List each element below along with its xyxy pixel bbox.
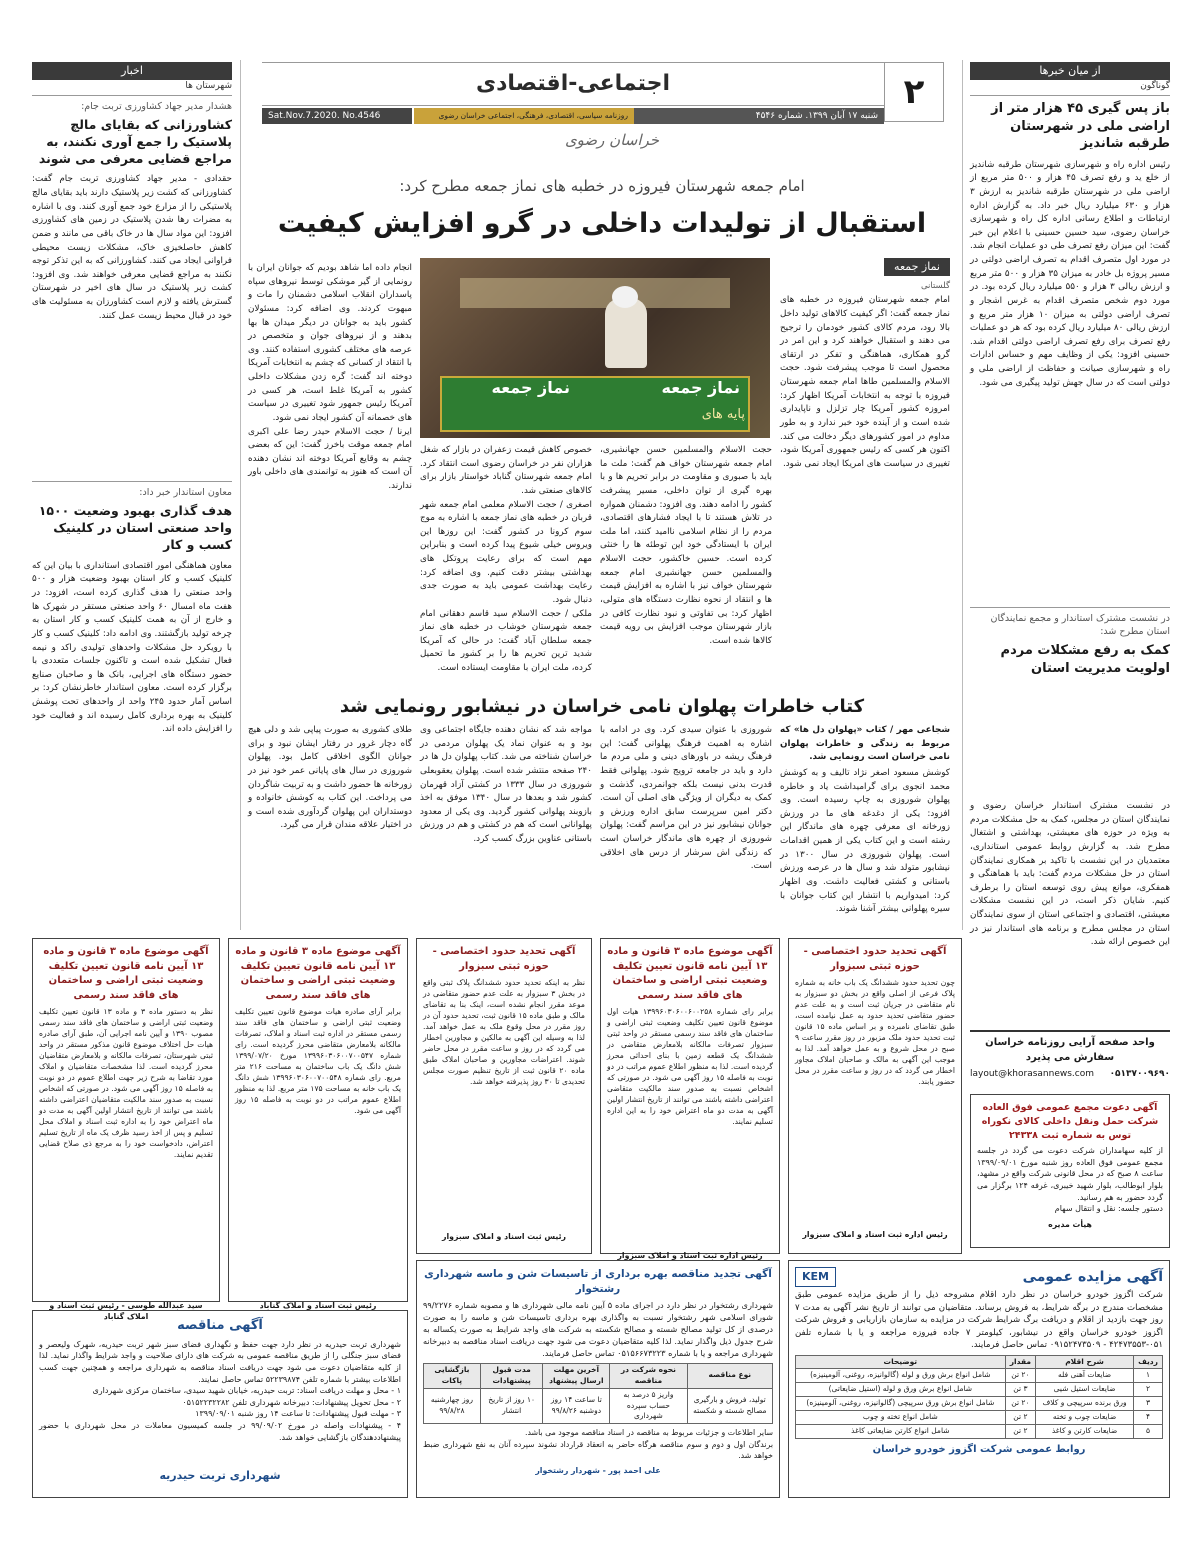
lead-column-2 bbox=[600, 444, 772, 686]
table-cell: ۱ bbox=[1134, 1369, 1163, 1383]
table-header: شرح اقلام bbox=[1036, 1355, 1134, 1369]
lead-column-3 bbox=[420, 444, 592, 686]
kem-auction-title: آگهی مزایده عمومی bbox=[1022, 1269, 1163, 1285]
table-row bbox=[796, 1411, 1163, 1425]
left-news-column bbox=[32, 62, 232, 922]
registry-ad-sign: رئیس اداره ثبت اسناد و املاک سبزوار bbox=[802, 1230, 948, 1239]
kem-logo: KEM bbox=[795, 1267, 836, 1287]
table-cell: ۲۰ تن bbox=[1005, 1369, 1035, 1383]
right-story1-body: رئیس اداره راه و شهرسازی شهرستان طرقبه شاندیز از خلع ید و رفع تصرف ۴۵ هزار و ۵۰۰ متر مربع از اراضی ملی در شهرستان طرقبه شاندیز به ارزش ۳ هزار و ۶۳۰ میلیارد ریال خبر داد. به گزارش اداره ارتباطات و اطلاع رسانی اداره کل راه و شهرسازی خراسان رضوی، سید حسین حسینی با اعلام این خبر گفت: این میزان رفع تصرف طی دو عملیات انجام شد. در مورد اول متصرف اقدام به تصرف اراضی دولتی در مسیر پروژه بل خادر به میزان ۳۵ هزار و ۵۰۰ متر مربع و ارزش ریالی ۳ هزار و ۵۵۰ میلیارد ریال کرده بود. در مورد دوم شخص متصرف اقدام به غرس اشجار و تصرف اراضی دولتی به میزان ۱۰ هزار متر مربع و ارزش ریالی ۸۰ میلیارد ریال کرده بود که هر دو عملیات رفع تصرف برای رفع تصرف اراضی دولتی اقدام شد. حسینی افزود: یکی از وظایف مهم و حساس ادارات راه و شهرسازی صیانت و حفاظت از اراضی ملی و دولتی است که در سال جهش تولید پیگیری می شود. bbox=[970, 159, 1170, 388]
left-section-tag: اخبار bbox=[32, 62, 232, 80]
table-header: نحوه شرکت در مناقصه bbox=[610, 1363, 687, 1388]
table-cell: ضایعات آهنی فله bbox=[1036, 1369, 1134, 1383]
table-cell: شامل انواع برش ورق سرپیچی (گالوانیزه، روغنی، آلومینیزه) bbox=[796, 1397, 1006, 1411]
registry-ad-title: آگهی موضوع ماده ۳ قانون و ماده ۱۳ آیین نامه قانون تعیین تکلیف وضعیت ثبتی اراضی و ساختمان های فاقد سند رسمی bbox=[235, 946, 401, 1001]
lead-body-2: حجت الاسلام والمسلمین حسن جهانشیری، امام جمعه شهرستان خواف هم گفت: ملت ما باید با صبوری و مقاومت در برابر تحریم ها و با بهره گیری از توان داخلی، مسیر پیشرفت کشور را ادامه دهند. وی افزود: دشمنان همواره در تلاش هستند تا با ایجاد فشارهای اقتصادی، مردم را از نظام اسلامی ناامید کنند، اما ملت ایران با ایستادگی خود این توطئه ها را خنثی کرده است. حسین خاکشور، حجت الاسلام والمسلمین حسن جهانشیری امام جمعه شهرستان خواف نیز با اشاره به افزایش قیمت ها و انتقاد از نحوه نظارت دستگاه های متولی، اظهار کرد: بی تفاوتی و نبود نظارت کافی در بازار شهرستان موجب افزایش بی رویه قیمت کالاها شده است. bbox=[600, 445, 772, 646]
right-section-tag: از میان خبرها bbox=[970, 62, 1170, 80]
registry-ad-title: آگهی تحدید حدود اختصاصی - حوزه ثبتی سبزوار bbox=[432, 946, 576, 972]
roshtkhar-tender-title: آگهی تجدید مناقصه بهره برداری از تاسیسات شن و ماسه شهرداری رشتخوار bbox=[424, 1268, 772, 1296]
registry-ad-3 bbox=[416, 938, 592, 1254]
table-header: مقدار bbox=[1005, 1355, 1035, 1369]
section-tag: نماز جمعه bbox=[884, 258, 950, 276]
registry-ad-sign: سید عبدالله طوسی - رئیس ثبت اسناد و املاک گناباد bbox=[49, 1301, 203, 1322]
page-number: ۲ bbox=[884, 62, 944, 122]
registry-ad-sign: رئیس ثبت اسناد و املاک سبزوار bbox=[442, 1232, 566, 1241]
table-cell: ۲۰ تن bbox=[1005, 1397, 1035, 1411]
layout-service-ad bbox=[970, 1030, 1170, 1088]
table-cell: تا ساعت ۱۴ روز دوشنبه ۹۹/۸/۲۶ bbox=[543, 1388, 610, 1424]
torbat-tender-body: شهرداری تربت حیدریه در نظر دارد جهت حفظ و نگهداری فضای سبز شهر تربت حیدریه، شهرک ولیعصر و فضای سبز جنگلی را از طریق مناقصه عمومی به شرکت های دارای صلاحیت و واجد شرایط واگذار نماید. لذا از کلیه متقاضیان دعوت می شود جهت دریافت اسناد مناقصه به شهرداری مراجعه و همچنین جهت کسب اطلاعات بیشتر با شماره تلفن ۵۲۲۳۹۸۷۴ تماس حاصل نمایند. ۱ - محل و مهلت دریافت اسناد: تربت حیدریه، خیابان شهید سیدی، ساختمان مرکزی شهرداری ۲ - محل تحویل پیشنهادات: دبیرخانه شهرداری تلفن ۰۵۱۵۲۲۳۲۲۸۲ ۳ - مهلت قبول پیشنهادات: تا ساعت ۱۴ روز شنبه ۱۳۹۹/۰۹/۰۱ ۴ - پیشنهادات واصله در مورخ ۹۹/۰۹/۰۲ در جلسه کمیسیون معاملات در محل شهرداری با حضور پیشنهاددهندگان بازگشایی خواهد شد. bbox=[39, 1339, 401, 1442]
lead-story-header bbox=[252, 176, 952, 243]
table-row bbox=[796, 1383, 1163, 1397]
torbat-tender-title: آگهی مناقصه bbox=[177, 1318, 263, 1333]
torbat-tender-sign: شهرداری تربت حیدریه bbox=[159, 1468, 281, 1482]
book-body-1: کوشش مسعود اصغر نژاد تالیف و به کوشش محمد انجوی برای گرامیداشت یاد و خاطره پهلوان شوروزی به چاپ رسیده است. وی افزود: یکی از دغدغه های ما در ورزش زورخانه ای معرفی چهره های ماندگار این رشته است و این کتاب یکی از همین اقدامات است. پهلوان شوروزی در سال ۱۳۰۰ در نیشابور متولد شد و سال ها در عرصه ورزش باستانی و کشتی فعالیت داشت. وی اظهار کرد: امیدواریم با انتشار این کتاب جوانان با سیره پهلوانی بیشتر آشنا شوند. bbox=[780, 767, 950, 915]
book-body-4: طلای کشوری به صورت پیاپی شد و دلی هیچ گاه دچار غرور در رفتار ایشان نبود و برای جوانان الگوی اخلاقی کامل بود. پهلوان شوروزی در سال های پایانی عمر خود نیز در زورخانه ها حضور داشت و به تربیت شاگردان می پرداخت. این کتاب به کوشش خانواده و دوستداران این پهلوان گردآوری شده است و در اختیار علاقه مندان قرار می گیرد. bbox=[248, 725, 412, 831]
table-cell: ۲ تن bbox=[1005, 1411, 1035, 1425]
table-row bbox=[796, 1369, 1163, 1383]
right-story1-headline: باز پس گیری ۴۵ هزار متر از اراضی ملی در شهرستان طرقبه شاندیز bbox=[991, 100, 1170, 152]
registry-ad-body: چون تحدید حدود ششدانگ یک باب خانه به شماره پلاک فرعی از اصلی واقع در بخش دو سبزوار به نام متقاضی در جریان ثبت است و به علت عدم حضور متقاضی تحدید حدود به عمل نیامده است، طبق تقاضای نامبرده و بر اساس ماده ۱۵ قانون ثبت تحدید حدود ملک مزبور در روز مقرر ساعت ۹ صبح در محل شروع و به عمل خواهد آمد. لذا به موجب این آگهی به مالک و صاحبان املاک مجاور اخطار می گردد که در روز و ساعت مقرر در محل حضور یابند. bbox=[795, 978, 955, 1086]
torbat-tender-ad bbox=[32, 1310, 408, 1498]
left-story1-kicker: هشدار مدیر جهاد کشاورزی تربت جام: bbox=[81, 100, 232, 112]
kem-auction-table bbox=[795, 1355, 1163, 1439]
table-cell: شامل انواع کارتن ضایعاتی کاغذ bbox=[796, 1424, 1006, 1438]
left-story2-kicker: معاون استاندار خبر داد: bbox=[139, 487, 232, 499]
registry-ad-1 bbox=[32, 938, 220, 1322]
column-rule bbox=[240, 60, 241, 930]
left-story2-headline: هدف گذاری بهبود وضعیت ۱۵۰۰ واحد صنعتی استان در کلینیک کسب و کار bbox=[38, 503, 232, 552]
left-story1-headline: کشاورزانی که بقایای مالچ پلاستیک را جمع آوری نکنند، به مراجع قضایی معرفی می شوند bbox=[38, 116, 232, 166]
table-cell: ۲ bbox=[1134, 1383, 1163, 1397]
registry-ad-title: آگهی تحدید حدود اختصاصی - حوزه ثبتی سبزوار bbox=[803, 946, 947, 972]
issue-date: شنبه ۱۷ آبان ۱۳۹۹. شماره ۴۵۴۶ bbox=[634, 108, 884, 124]
registry-ad-body: برابر رای شماره ۱۳۹۹۶۰۳۰۶۰۰۶۰۰۲۵۸ هیات اول موضوع قانون تعیین تکلیف وضعیت ثبتی اراضی و ساختمان های فاقد سند رسمی مستقر در واحد ثبتی سبزوار تصرفات مالکانه بلامعارض متقاضی در ششدانگ یک قطعه زمین با بنای احداثی محرز گردیده است. لذا به منظور اطلاع عموم مراتب در دو نوبت به فاصله ۱۵ روز آگهی می شود. در صورتی که اشخاص نسبت به صدور سند مالکیت متقاضی اعتراضی داشته باشند می توانند از تاریخ انتشار اولین آگهی به مدت دو ماه اعتراض خود را به این اداره تسلیم نمایند. bbox=[607, 1007, 773, 1126]
roshtkhar-tender-notes: سایر اطلاعات و جزئیات مربوط به مناقصه در اسناد مناقصه موجود می باشد. برندگان اول و دوم و سوم مناقصه هرگاه حاضر به انعقاد قرارداد نشوند سپرده آنان به نفع شهرداری ضبط خواهد شد. bbox=[423, 1428, 773, 1460]
right-subtag: گوناگون bbox=[970, 80, 1170, 96]
layout-service-email[interactable]: layout@khorasannews.com bbox=[970, 1069, 1095, 1079]
registry-ad-sign: رئیس ثبت اسناد و املاک گناباد bbox=[259, 1301, 377, 1310]
roshtkhar-tender-table bbox=[423, 1363, 773, 1424]
left-story1-body: حقدادی - مدیر جهاد کشاورزی تربت جام گفت: کشاورزانی که کشت زیر پلاستیک دارند باید بقایای مالچ پلاستیکی را از مزارع خود جمع آوری کنند. وی با اشاره به مضرات رها شدن پلاستیک در زمین های کشاورزی افزود: این مواد سال ها در خاک باقی می مانند و ضمن کاهش حاصلخیزی خاک، مشکلات زیست محیطی فراوانی ایجاد می کنند. کشاورزانی که به این تذکر توجه نکنند به مراجع قضایی معرفی خواهند شد. وی افزود: کشت زیر پلاستیک در سال های اخیر در شهرستان گسترش یافته و لازم است کشاورزان به مسئولیت های خود در قبال محیط زیست عمل کنند. bbox=[32, 174, 232, 321]
right-story2-body: در نشست مشترک استاندار خراسان رضوی و نمایندگان استان در مجلس، کمک به حل مشکلات مردم به ویژه در حوزه های معیشتی، بهداشتی و اشتغال مطرح شد. به گزارش روابط عمومی استانداری، معتمدیان در این نشست با تاکید بر همکاری نمایندگان استان در حل مشکلات مردم گفت: باید با هماهنگی و همفکری، موانع پیش روی توسعه استان را برطرف کنیم. شایان ذکر است، در این نشست مشکلات معیشتی، اقتصادی و اجتماعی استان از سوی نمایندگان استان در مجلس مطرح و برنامه های استاندار نیز در این خصوص ارائه شد. bbox=[970, 801, 1170, 948]
issue-date-en: Sat.Nov.7.2020. No.4546 bbox=[262, 108, 412, 124]
layout-service-phone: ۰۵۱۳۷۰۰۹۶۹۰ bbox=[1109, 1069, 1170, 1079]
table-cell: روز چهارشنبه ۹۹/۸/۲۸ bbox=[424, 1388, 481, 1424]
table-cell: واریز ۵ درصد به حساب سپرده شهرداری bbox=[610, 1388, 687, 1424]
registry-ad-2 bbox=[228, 938, 408, 1310]
right-story2-kicker: در نشست مشترک استاندار و مجمع نمایندگان استان مطرح شد: bbox=[990, 612, 1170, 638]
table-cell: شامل انواع برش ورق و لوله (استیل ضایعاتی) bbox=[796, 1383, 1006, 1397]
left-subtag: شهرستان ها bbox=[32, 80, 232, 96]
newspaper-logo: خراسان رضوی bbox=[564, 131, 660, 149]
table-cell: ۵ bbox=[1134, 1424, 1163, 1438]
table-cell: ورق برنده سرپیچی و کلاف bbox=[1036, 1397, 1134, 1411]
registry-ad-sign: رئیس اداره ثبت اسناد و املاک سبزوار bbox=[617, 1251, 763, 1260]
table-row bbox=[796, 1424, 1163, 1438]
lead-body-3: خصوص کاهش قیمت زعفران در بازار که شغل هزاران نفر در خراسان رضوی است انتقاد کرد. امام جمعه شهرستان گناباد خواستار بازار برای کالاهای صنعتی شد. اصغری / حجت الاسلام معلمی امام جمعه شهر قربان در خطبه های نماز جمعه با اشاره به موج سوم کرونا در کشور گفت: این روزها این ویروس خیلی شیوع پیدا کرده است و بنابراین مهم است که برای رعایت پروتکل های بهداشتی بیشتر دقت کنیم. وی اضافه کرد: رعایت بهداشت عمومی باید به صورت جدی دنبال شود. ملکی / حجت الاسلام سید قاسم دهقانی امام جمعه شهرستان خوشاب در خطبه های نماز جمعه سلطان آباد گفت: در حالی که آمریکا شدید ترین تحریم ها را بر کشور ما تحمیل کرده، ملت ایران با مقاومت ایستاده است. bbox=[420, 445, 592, 673]
photo-banner-1: نماز جمعه bbox=[491, 378, 570, 397]
meeting-sign: هیأت مدیره bbox=[1048, 1219, 1092, 1229]
kem-auction-intro: شرکت اگزوز خودرو خراسان در نظر دارد اقلام مشروحه ذیل را از طریق مزایده عمومی طبق مشخصات مندرج در برگه شرایط، به فروش برساند. متقاضیان می توانند از تاریخ نشر آگهی به مدت ۷ روز جهت بازدید از اقلام و دریافت برگ شرایط شرکت در مزایده به سازمان بازاریابی و فروش شرکت اگزوز خودرو خراسان واقع در نیشابور، کیلومتر ۷ جاده فیروزه مراجعه و یا با شماره تلفن ۰۵۱-۴۲۴۷۳۵۵۳ - ۰۹۱۵۲۴۷۳۵۰۹ تماس حاصل فرمایند. bbox=[795, 1290, 1163, 1351]
speaker-figure bbox=[605, 298, 647, 368]
table-cell: شامل انواع تخته و چوب bbox=[796, 1411, 1006, 1425]
lead-column-4 bbox=[248, 262, 412, 686]
book-byline: شجاعی مهر / کتاب «پهلوان دل ها» که مربوط به زندگی و خاطرات پهلوان نامی خراسان است رونمایی شد. bbox=[780, 725, 950, 763]
lead-body-4: انجام داده اما شاهد بودیم که جوانان ایران با رونمایی از گیر موشکی توسط نیروهای سپاه پاسداران انقلاب اسلامی دشمنان را مات و مبهوت کردند. وی اضافه کرد: مسئولان کشور باید به جوانان در دیگر میدان ها بها بدهند و از نیروهای جوان و متخصص در عرصه های مختلف کشوری استفاده کنند. وی با انتقاد از کسانی که چشم به انتخابات آمریکا دوخته اند گفت: گره زدن مشکلات داخلی کشور به آمریکا غلط است، هر کسی در آمریکا رئیس جمهور شود تغییری در سیاست های خصمانه آن کشور ایجاد نمی شود. ایرنا / حجت الاسلام حیدر رضا علی اکبری امام جمعه موقت باخرز گفت: این که بعضی چشم به وقایع آمریکا دوخته اند نشان دهنده آن است که هنوز به توانمندی های داخلی باور ندارند. bbox=[248, 263, 412, 491]
table-cell: تولید، فروش و بارگیری مصالح شسته و شکسته bbox=[687, 1388, 772, 1424]
table-header: ردیف bbox=[1134, 1355, 1163, 1369]
kem-auction-ad bbox=[788, 1260, 1170, 1498]
meeting-title: آگهی دعوت مجمع عمومی فوق العاده شرکت حمل ونقل داخلی کالای نکوراه توس به شماره ثبت ۲۴۳۳۸ bbox=[981, 1102, 1159, 1141]
table-header: آخرین مهلت ارسال پیشنهاد bbox=[543, 1363, 610, 1388]
meeting-invitation-ad bbox=[970, 1094, 1170, 1248]
lead-headline: استقبال از تولیدات داخلی در گرو افزایش کیفیت bbox=[277, 207, 927, 239]
table-header: مدت قبول پیشنهادات bbox=[480, 1363, 543, 1388]
book-body-3: مواجه شد که نشان دهنده جایگاه اجتماعی وی بود و به عنوان نماد یک پهلوان مردمی در خراسان شناخته می شد. کتاب پهلوان دل ها در ۲۴۰ صفحه منتشر شده است. پهلوان یعقوبعلی شوروزی در سال ۱۳۳۳ در کشتی آزاد قهرمان کشور شد و بعدها در سال ۱۳۴۰ موفق به اخذ بازوبند پهلوانی کشور گردید. وی یکی از معدود پهلوانانی است که هم در کشتی و هم در ورزش باستانی عناوین بزرگ کسب کرد. bbox=[420, 725, 592, 844]
meeting-body: از کلیه سهامداران شرکت دعوت می گردد در جلسه مجمع عمومی فوق العاده روز شنبه مورخ ۱۳۹۹/۰۹/۰۱ ساعت ۸ صبح که در محل قانونی شرکت واقع در مشهد، بلوار ابوطالب، بلوار شهید خیبری، غرفه ۱۲۴ برگزار می گردد حضور به هم رسانید. دستور جلسه: نقل و انتقال سهام bbox=[977, 1146, 1164, 1214]
table-cell: ضایعات چوب و تخته bbox=[1036, 1411, 1134, 1425]
section-title: اجتماعی-اقتصادی bbox=[262, 62, 884, 106]
registry-ad-body: نظر به دستور ماده ۳ و ماده ۱۳ قانون تعیین تکلیف وضعیت ثبتی اراضی و ساختمان های فاقد سند رسمی مصوب ۱۳۹۰ و آیین نامه اجرایی آن، طبق آرای صادره هیات حل اختلاف موضوع قانون مذکور مستقر در واحد ثبتی شهرستان، تصرفات مالکانه و بلامعارض متقاضیان محرز گردیده است. لذا مشخصات متقاضیان و املاک مورد تقاضا به شرح زیر جهت اطلاع عموم در دو نوبت به فاصله ۱۵ روز آگهی می شود. در صورتی که اشخاص نسبت به صدور سند مالکیت متقاضیان اعتراضی داشته باشند می توانند از تاریخ انتشار اولین آگهی به مدت دو ماه اعتراض خود را به اداره ثبت اسناد و املاک محل تسلیم و پس از اخذ رسید ظرف یک ماه از تاریخ تسلیم اعتراض، دادخواست خود را به مرجع ذی صلاح قضایی تقدیم نمایند. bbox=[39, 1007, 214, 1159]
photo-banner-2: نماز جمعه bbox=[661, 378, 740, 397]
layout-service-title: واحد صفحه آرایی روزنامه خراسان سفارش می پذیرد bbox=[985, 1037, 1155, 1063]
registry-ad-5 bbox=[788, 938, 962, 1254]
photo-banner-3: پایه های bbox=[701, 407, 745, 422]
table-cell: ضایعات استیل شیی bbox=[1036, 1383, 1134, 1397]
table-header: نوع مناقصه bbox=[687, 1363, 772, 1388]
lead-photo bbox=[420, 258, 770, 438]
left-story2-body: معاون هماهنگی امور اقتصادی استانداری با بیان این که کلینیک کسب و کار استان بهبود وضعیت هزار و ۵۰۰ واحد صنعتی را هدف گذاری کرده است، افزود: در هفت ماه امسال ۶۰ واحد صنعتی مستقر در شهرک ها و خارج از آن به همت کلینیک کسب و کار استان به چرخه تولید بازگشتند. وی ادامه داد: کلینیک کسب و کار با رویکرد حل مشکلات واحدهای تولیدی راکد و نیمه فعال تشکیل شده است و تاکنون جلسات متعددی با حضور دستگاه های اجرایی، بانک ها و صاحبان صنایع برگزار کرده است. معاون استاندار خاطرنشان کرد: بر اساس آمار حدود ۲۴۵ واحد از واحدهای تحت پوشش کلینیک به بهره برداری کامل رسیده اند و فعالیت خود را افزایش داده اند. bbox=[32, 560, 233, 735]
kem-auction-sign: روابط عمومی شرکت اگزوز خودرو خراسان bbox=[872, 1443, 1086, 1455]
roshtkhar-tender-sign: علی احمد پور - شهردار رشتخوار bbox=[535, 1466, 661, 1476]
table-cell: شامل انواع برش ورق و لوله (گالوانیزه، روغنی، آلومینیزه) bbox=[796, 1369, 1006, 1383]
right-news-column bbox=[970, 62, 1170, 702]
book-column-3 bbox=[420, 724, 592, 910]
table-cell: ۳ تن bbox=[1005, 1383, 1035, 1397]
registry-ad-title: آگهی موضوع ماده ۳ قانون و ماده ۱۳ آیین نامه قانون تعیین تکلیف وضعیت ثبتی اراضی و ساختمان های فاقد سند رسمی bbox=[607, 946, 773, 1001]
book-column-4 bbox=[248, 724, 412, 910]
right-story2-body-wrap bbox=[970, 800, 1170, 1020]
lead-column-1 bbox=[780, 258, 950, 658]
table-cell: ۱۰ روز از تاریخ انتشار bbox=[480, 1388, 543, 1424]
tagline: روزنامه سیاسی، اقتصادی، فرهنگی، اجتماعی خراسان رضوی bbox=[414, 108, 634, 124]
roshtkhar-tender-ad bbox=[416, 1260, 780, 1498]
lead-kicker: امام جمعه شهرستان فیروزه در خطبه های نماز جمعه مطرح کرد: bbox=[399, 177, 805, 195]
masthead bbox=[262, 62, 944, 158]
registry-ad-body: برابر آرای صادره هیات موضوع قانون تعیین تکلیف وضعیت ثبتی اراضی و ساختمان های فاقد سند رسمی مستقر در اداره ثبت اسناد و املاک، تصرفات مالکانه بلامعارض متقاضی محرز گردیده است. رای شماره ۱۳۹۹۶۰۳۰۶۰۰۷۰۰۵۴۷ مورخ ۱۳۹۹/۰۷/۲۰ شش دانگ یک باب ساختمان به مساحت ۲۱۶ متر مربع. رای شماره ۱۳۹۹۶۰۳۰۶۰۰۷۰۰۵۴۸ شش دانگ یک باب خانه به مساحت ۱۷۵ متر مربع. لذا به منظور اطلاع عموم مراتب در دو نوبت به فاصله ۱۵ روز آگهی می شود. bbox=[235, 1007, 402, 1115]
table-row bbox=[424, 1388, 773, 1424]
table-row bbox=[796, 1397, 1163, 1411]
table-header: بازگشایی پاکات bbox=[424, 1363, 481, 1388]
table-cell: ۴ bbox=[1134, 1411, 1163, 1425]
table-header: توضیحات bbox=[796, 1355, 1006, 1369]
table-cell: ضایعات کارتن و کاغذ bbox=[1036, 1424, 1134, 1438]
right-story2-headline: کمک به رفع مشکلات مردم اولویت مدیریت استان bbox=[1000, 643, 1170, 676]
table-cell: ۳ bbox=[1134, 1397, 1163, 1411]
byline: گلستانی bbox=[920, 280, 950, 291]
book-column-1 bbox=[780, 724, 950, 915]
book-column-2 bbox=[600, 724, 772, 910]
registry-ad-body: نظر به اینکه تحدید حدود ششدانگ پلاک ثبتی واقع در بخش ۳ سبزوار به علت عدم حضور متقاضی در موعد مقرر انجام نشده است، اینک بنا به تقاضای مالک و طبق ماده ۱۵ قانون ثبت، تحدید حدود آن در روز مقرر در محل وقوع ملک به عمل خواهد آمد. لذا به وسیله این آگهی به مالکین و مجاورین اخطار می گردد که در روز و ساعت مقرر در محل حاضر شوند. اعتراضات مجاورین و صاحبان املاک طبق ماده ۲۰ قانون ثبت از تاریخ تنظیم صورت مجلس تحدیدی تا ۳۰ روز پذیرفته خواهد شد. bbox=[423, 978, 585, 1086]
book-body-2: شوروزی با عنوان سیدی کرد. وی در ادامه با اشاره به اهمیت فرهنگ پهلوانی گفت: این فرهنگ ریشه در باورهای دینی و ملی مردم ما دارد و باید در جامعه ترویج شود. پهلوانی فقط قدرت بدنی نیست بلکه جوانمردی، گذشت و کمک به دیگران از ویژگی های اصلی آن است. دکتر امین سرپرست سابق اداره ورزش و جوانان نیشابور نیز در این مراسم گفت: پهلوان شوروزی از چهره های ماندگار خراسان است که زندگی اش سرشار از درس های اخلاقی است. bbox=[600, 725, 772, 872]
table-cell: ۲ تن bbox=[1005, 1424, 1035, 1438]
column-rule bbox=[962, 60, 963, 930]
lead-body-1: امام جمعه شهرستان فیروزه در خطبه های نماز جمعه گفت: اگر کیفیت کالاهای تولید داخل بالا رود، مردم کالای کشور خودمان را ترجیح می دهند و استقبال خواهند کرد و این امر در گرو همکاری، هماهنگی و تفکر در ارتقای محصول است تا موجب پیشرفت شود. حجت الاسلام والمسلمین طاها امام جمعه شهرستان فیروزه با توجه به انتخابات آمریکا اظهار کرد: امروزه کشور آمریکا چار تزلزل و ناپایداری شده است و از آینده خود خبر ندارد و به طور مداوم در امور کشورهای دیگر دخالت می کند. اکنون هر کسی که رئیس جمهوری آمریکا شود، تغییری در سیاست های امریکا ایجاد نمی شود. bbox=[780, 295, 950, 469]
registry-ad-title: آگهی موضوع ماده ۳ قانون و ماده ۱۳ آیین نامه قانون تعیین تکلیف وضعیت ثبتی اراضی و ساختمان های فاقد سند رسمی bbox=[43, 946, 209, 1001]
roshtkhar-tender-body: شهرداری رشتخوار در نظر دارد در اجرای ماده ۵ آیین نامه مالی شهرداری ها و مصوبه شماره ۹۹/۲۲۷۶ شورای اسلامی شهر رشتخوار نسبت به واگذاری بهره برداری تاسیسات شن و ماسه را به صورت درصدی از کل تولید مصالح شسته و مصالح شکسته به شرکت های واجد شرایط به صورت یکساله به شرح جدول ذیل واگذار نماید. لذا کلیه متقاضیان دعوت می شود جهت دریافت اسناد مناقصه به دبیرخانه شهرداری مراجعه و یا با شماره ۰۵۱۵۶۶۷۳۲۲۳ تماس حاصل فرمایند. bbox=[423, 1300, 773, 1358]
book-headline: کتاب خاطرات پهلوان نامی خراسان در نیشابور رونمایی شد bbox=[339, 696, 865, 717]
registry-ad-4 bbox=[600, 938, 780, 1260]
